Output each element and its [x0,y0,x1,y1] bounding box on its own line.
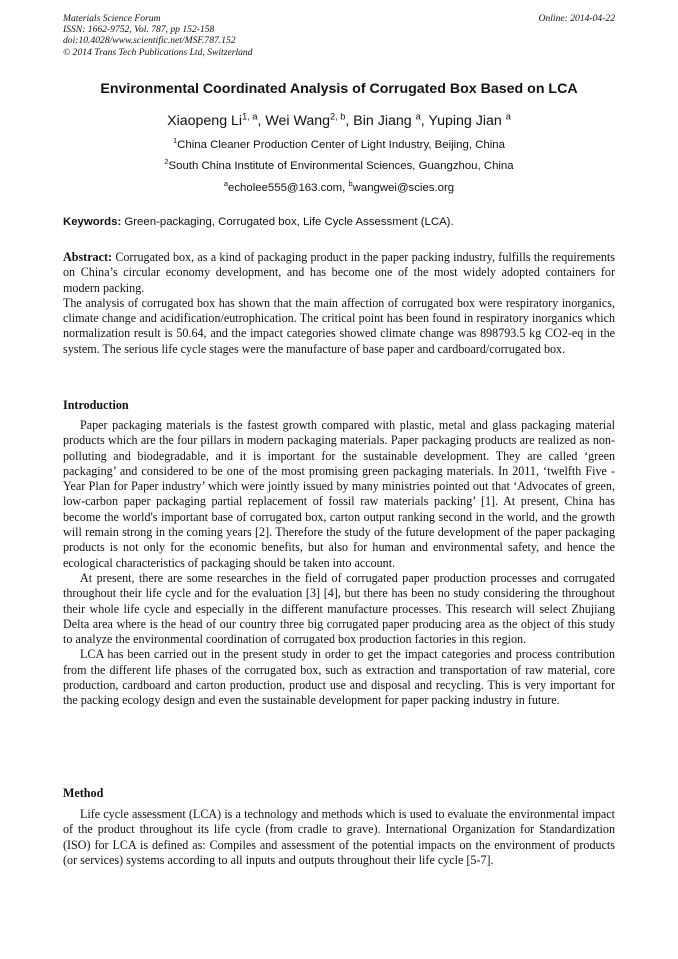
keywords [63,215,615,229]
keywords-label: Keywords: [63,216,122,228]
abstract [63,250,615,357]
introduction-body [63,418,615,709]
email-line: $^a$echolee555@163.com, $^b$wangwei@scies.org [223,179,455,194]
method-body [63,807,615,868]
abstract-paragraph [63,250,615,296]
journal-name: Materials Science Forum [63,13,161,24]
affiliation-text: China Cleaner Production Center of Light Industry, Beijing, China [177,139,505,151]
body-paragraph: At present, there are some researches in the field of corrugated paper production processes and corrugated throughout their life cycle and for the evaluation [3] [4], but there has been no study considering the throughout their whole life cycle and especially in the different manufacture processes. This research will select Zhujiang Delta area where is the head of our country three big corrugated paper producing area as the object of this study to analyze the environmental coordination of corrugated box production factories in this region. [63,570,615,647]
author-sup: a [415,111,421,122]
author-name: Wei Wang [265,113,331,129]
affiliation-sup: 1 [173,136,178,146]
author-name: Bin Jiang [353,113,412,129]
affiliation-sup: 2 [164,157,169,167]
affiliation-2 [40,159,638,173]
author-name: Yuping Jian [428,113,502,129]
online-date: Online: 2014-04-22 [538,13,615,24]
body-paragraph: Paper packaging materials is the fastest growth compared with plastic, metal and glass packaging material products which are the four pillars in modern packaging materials. Paper packaging products are realized as non-polluting and biodegradable, and it is important for the sustainable development. They are called ‘green packaging’ and considered to be one of the most promising green packaging materials. In 2011, ‘twelfth Five -Year Plan for Paper industry’ which were jointly issued by many ministries pointed out that ‘Advocates of green, low-carbon paper packaging partial replacement of fossil raw materials packing’ [1]. At present, China has become the world's important base of corrugated box, carton output ranking second in the world, and the growth will remain strong in the coming years [2]. Therefore the study of the future development of the paper packaging products is not only for the economic benefits, but also for human and environmental safety, and hence the ecological characteristics of packaging should be taken into account. [63,418,615,570]
body-paragraph: LCA has been carried out in the present study in order to get the impact categories and process contribution from the different life phases of the corrugated box, such as extraction and transportation of raw material, core production, cardboard and carton production, product use and disposal and recycling. This is very important for the packing ecology design and even the sustainable development for paper packing industry in future. [63,647,615,708]
email-sup: a [223,179,228,189]
email-link[interactable]: wangwei@scies.org [352,182,455,194]
section-heading-method: Method [63,786,104,800]
paper-title: Environmental Coordinated Analysis of Corrugated Box Based on LCA [100,81,578,97]
abstract-paragraph: The analysis of corrugated box has shown that the main affection of corrugated box were respiratory inorganics, climate change and acidification/eutrophication. The critical point has been found in respiratory inorganics which normalization result is 50.64, and the impact categories showed climate change was 898793.5 kg CO2-eq in the system. The serious life cycle stages were the manufacture of base paper and cardboard/corrugated box. [63,295,615,356]
journal-header [63,13,253,58]
abstract-text: Corrugated box, as a kind of packaging product in the paper packing industry, fulfills the requirements on China’s circular economy development, and has become one of the most widely adopted containers for modern packing. [63,250,615,295]
author-sup: a [505,111,511,122]
email-link[interactable]: echolee555@163.com [228,182,343,194]
affiliation-text: South China Institute of Environmental Sciences, Guangzhou, China [168,160,514,172]
keywords-text: Green-packaging, Corrugated box, Life Cycle Assessment (LCA). [124,216,454,228]
copyright-line: © 2014 Trans Tech Publications Ltd, Switzerland [63,46,253,58]
author-sup: 2, b [330,111,346,122]
doi-line[interactable]: doi:10.4028/www.scientific.net/MSF.787.152 [63,35,236,47]
body-paragraph: Life cycle assessment (LCA) is a technology and methods which is used to evaluate the environmental impact of the product throughout its life cycle (from cradle to grave). International Organization for Standardization (ISO) for LCA is defined as: Compiles and assessment of the potential impacts on the environment of products (or services) systems according to all inputs and outputs throughout their life cycle [5-7]. [63,807,615,867]
issn-line: ISSN: 1662-9752, Vol. 787, pp 152-158 [63,24,215,36]
email-sup: b [348,179,353,189]
affiliation-1 [40,138,638,152]
abstract-label: Abstract: [63,250,113,264]
author-name: Xiaopeng Li [167,113,243,129]
section-heading-introduction: Introduction [63,398,129,412]
author-sup: 1, a [242,111,258,122]
author-list: Xiaopeng Li$^{1, a}$, Wei Wang$^{2, b}$, Bin Jiang $^a$, Yuping Jian $^a$ [167,111,511,129]
